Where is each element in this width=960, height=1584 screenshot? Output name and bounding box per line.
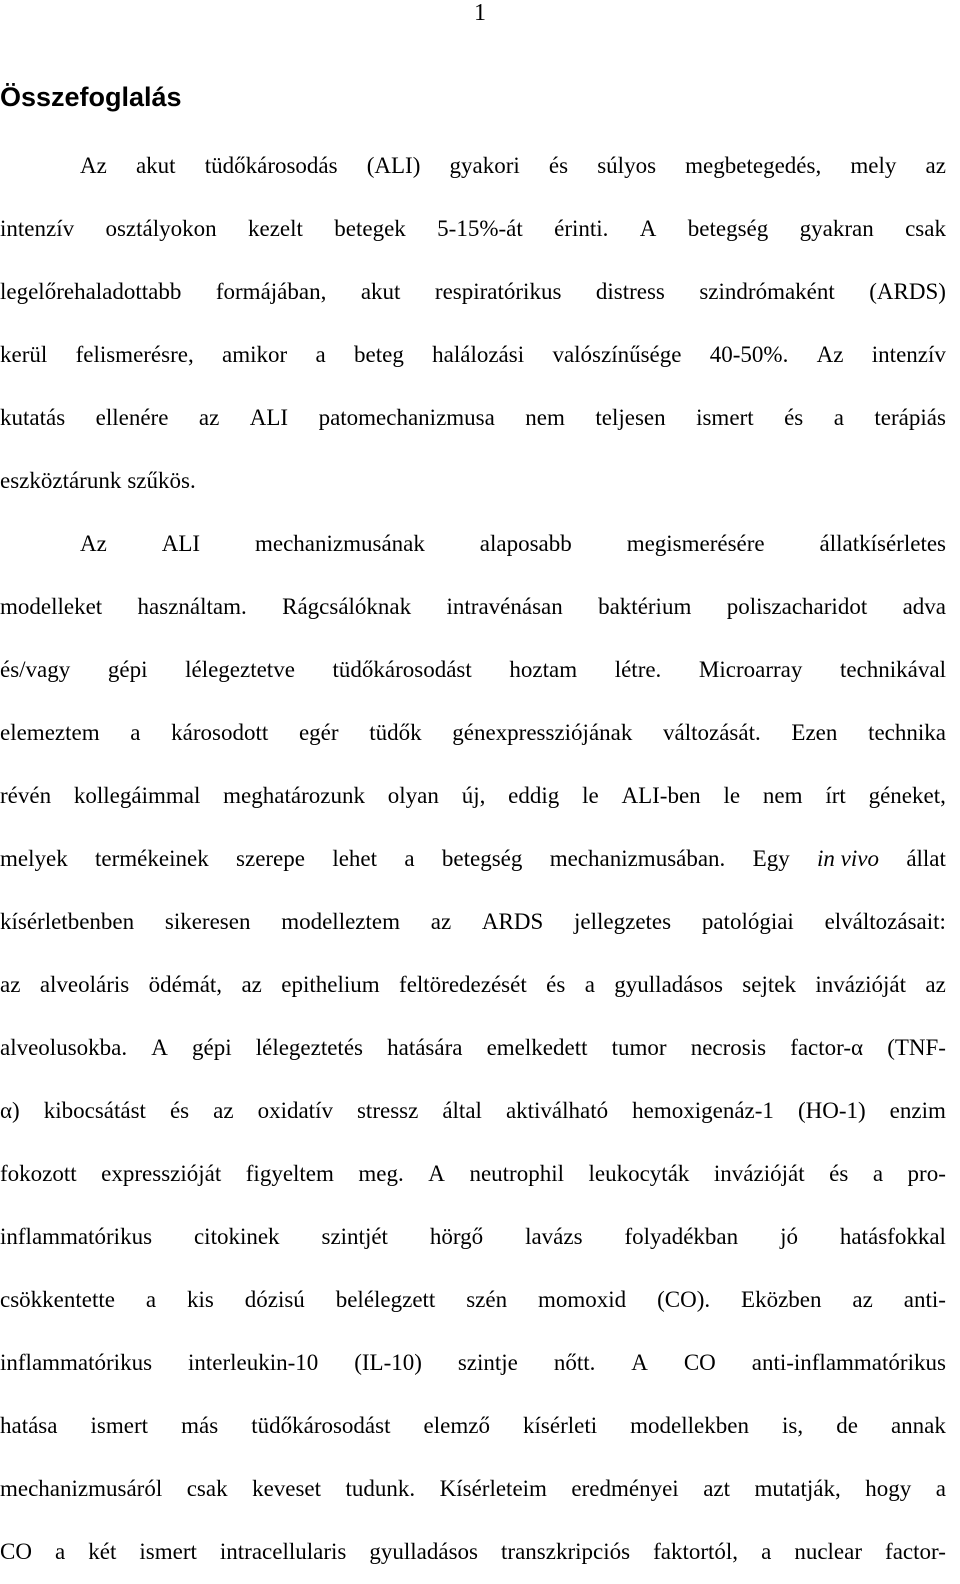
- word: betegség: [441, 846, 523, 871]
- word: akut: [360, 279, 401, 304]
- word: (HO-1): [797, 1098, 866, 1123]
- word: a: [833, 405, 844, 430]
- text-line: [0, 338, 946, 372]
- word: intracellularis: [219, 1539, 347, 1564]
- text-line: [0, 401, 946, 435]
- word: Eközben: [741, 1287, 822, 1312]
- word: kibocsátást: [43, 1098, 146, 1123]
- word: az: [213, 1098, 234, 1123]
- word: eszköztárunk: [0, 468, 122, 493]
- word: lehet: [332, 846, 378, 871]
- word: az: [925, 972, 946, 997]
- word: kísérleti: [523, 1413, 598, 1438]
- word: anti-inflammatórikus: [751, 1350, 946, 1375]
- word: hatása: [0, 1413, 58, 1438]
- word: (IL-10): [354, 1350, 422, 1375]
- word: distress: [595, 279, 665, 304]
- word: factor-: [885, 1539, 946, 1564]
- word: génexpressziójának: [452, 720, 633, 745]
- word: kis: [187, 1287, 214, 1312]
- word: nem: [762, 783, 803, 808]
- word: adva: [902, 594, 946, 619]
- word: és: [784, 405, 804, 430]
- word: kezelt: [248, 216, 303, 241]
- word: A: [428, 1161, 445, 1186]
- word: gyakran: [799, 216, 874, 241]
- text-line: [0, 842, 946, 876]
- word: terápiás: [874, 405, 946, 430]
- word: jellegzetes: [574, 909, 672, 934]
- word: súlyos: [597, 153, 657, 178]
- word: a: [935, 1476, 946, 1501]
- word: inflammatórikus: [0, 1224, 153, 1249]
- word: termékeinek: [95, 846, 209, 871]
- word: CO: [683, 1350, 716, 1375]
- word: epithelium: [281, 972, 380, 997]
- word: betegek: [334, 216, 406, 241]
- word: Ezen: [791, 720, 838, 745]
- word: hörgő: [429, 1224, 484, 1249]
- word: létre.: [614, 657, 662, 682]
- word: dózisú: [244, 1287, 305, 1312]
- word: által: [442, 1098, 482, 1123]
- text-line: [0, 1535, 946, 1569]
- word: amikor: [222, 342, 288, 367]
- word: eddig: [508, 783, 560, 808]
- word: hoztam: [509, 657, 578, 682]
- word: technikával: [839, 657, 946, 682]
- word: le: [723, 783, 741, 808]
- text-line: [0, 1409, 946, 1443]
- word: lélegeztetés: [255, 1035, 363, 1060]
- text-line: [0, 1472, 946, 1506]
- word: megismerésére: [626, 531, 765, 556]
- word: állat: [906, 846, 946, 871]
- word: melyek: [0, 846, 68, 871]
- word: Microarray: [698, 657, 803, 682]
- word: nőtt.: [553, 1350, 596, 1375]
- word: osztályokon: [105, 216, 217, 241]
- word: szindrómaként: [699, 279, 835, 304]
- word: meg.: [358, 1161, 404, 1186]
- word: momoxid: [538, 1287, 627, 1312]
- word: csak: [186, 1476, 228, 1501]
- word: expresszióját: [101, 1161, 222, 1186]
- word: csak: [905, 216, 946, 241]
- word: gyulladásos: [614, 972, 723, 997]
- word: oxidatív: [257, 1098, 333, 1123]
- text-line: [80, 149, 946, 183]
- word: folyadékban: [624, 1224, 739, 1249]
- word: de: [836, 1413, 858, 1438]
- word: gyakori: [449, 153, 520, 178]
- word: írt: [825, 783, 846, 808]
- word: Az: [80, 531, 107, 556]
- word: és/vagy: [0, 657, 71, 682]
- word: intenzív: [0, 216, 75, 241]
- text-line: [0, 968, 946, 1002]
- word: (CO).: [657, 1287, 711, 1312]
- word: az: [430, 909, 452, 934]
- text-line: [0, 716, 946, 750]
- word: lélegeztetve: [185, 657, 295, 682]
- word: stressz: [356, 1098, 419, 1123]
- word: az: [852, 1287, 873, 1312]
- word: károsodott: [171, 720, 269, 745]
- word: nuclear: [794, 1539, 862, 1564]
- word: akut: [135, 153, 176, 178]
- word: keveset: [252, 1476, 322, 1501]
- word: kollegáimmal: [73, 783, 201, 808]
- word: és: [829, 1161, 849, 1186]
- word: megbetegedés,: [685, 153, 822, 178]
- word: legelőrehaladottabb: [0, 279, 182, 304]
- word: gépi: [107, 657, 148, 682]
- word: modellekben: [630, 1413, 749, 1438]
- word: A: [639, 216, 657, 241]
- word: tüdők: [369, 720, 422, 745]
- word: tumor: [611, 1035, 667, 1060]
- text-line: [0, 464, 946, 498]
- word: annak: [890, 1413, 946, 1438]
- word: pro-: [907, 1161, 946, 1186]
- word: eredményei: [571, 1476, 679, 1501]
- word: meghatározunk: [223, 783, 365, 808]
- word: új,: [461, 783, 486, 808]
- word: respiratórikus: [434, 279, 562, 304]
- word: két: [88, 1539, 117, 1564]
- word: teljesen: [595, 405, 666, 430]
- word: aktiválható: [505, 1098, 609, 1123]
- word: olyan: [387, 783, 439, 808]
- word: in vivo: [817, 846, 879, 871]
- word: a: [315, 342, 326, 367]
- word: technika: [868, 720, 946, 745]
- word: A: [631, 1350, 648, 1375]
- text-line: [0, 1346, 946, 1380]
- word: más: [181, 1413, 219, 1438]
- word: és: [548, 153, 569, 178]
- word: ismert: [90, 1413, 149, 1438]
- word: Az: [80, 153, 107, 178]
- word: szűkös.: [127, 468, 196, 493]
- word: hatásfokkal: [839, 1224, 946, 1249]
- word: géneket,: [868, 783, 946, 808]
- text-line: [0, 275, 946, 309]
- word: állatkísérletes: [819, 531, 946, 556]
- word: az: [925, 153, 946, 178]
- word: mely: [850, 153, 897, 178]
- word: valószínűsége: [552, 342, 682, 367]
- text-line: [80, 527, 946, 561]
- word: (ARDS): [869, 279, 946, 304]
- word: fokozott: [0, 1161, 77, 1186]
- word: a: [145, 1287, 157, 1312]
- word: révén: [0, 783, 52, 808]
- word: Egy: [752, 846, 790, 871]
- word: mechanizmusában.: [549, 846, 726, 871]
- word: anti-: [903, 1287, 946, 1312]
- word: érinti.: [554, 216, 609, 241]
- word: hemoxigenáz-1: [632, 1098, 774, 1123]
- word: alveolusokba.: [0, 1035, 128, 1060]
- word: baktérium: [598, 594, 692, 619]
- word: halálozási: [432, 342, 525, 367]
- text-line: [0, 1157, 946, 1191]
- word: factor-α: [790, 1035, 864, 1060]
- word: modelleket: [0, 594, 103, 619]
- word: szintje: [457, 1350, 518, 1375]
- word: necrosis: [690, 1035, 767, 1060]
- word: a: [404, 846, 415, 871]
- word: hatására: [387, 1035, 463, 1060]
- text-line: [0, 779, 946, 813]
- word: elemző: [423, 1413, 490, 1438]
- word: az: [0, 972, 21, 997]
- word: invázióját: [815, 972, 907, 997]
- word: neutrophil: [469, 1161, 564, 1186]
- word: mechanizmusának: [255, 531, 425, 556]
- word: ismert: [139, 1539, 197, 1564]
- word: 40-50%.: [709, 342, 789, 367]
- word: tudunk.: [345, 1476, 416, 1501]
- word: belélegzett: [335, 1287, 436, 1312]
- word: a: [54, 1539, 66, 1564]
- word: citokinek: [193, 1224, 280, 1249]
- word: tüdőkárosodást: [332, 657, 472, 682]
- word: figyeltem: [245, 1161, 334, 1186]
- word: alveoláris: [39, 972, 130, 997]
- word: ellenére: [95, 405, 169, 430]
- text-line: [0, 1031, 946, 1065]
- word: csökkentette: [0, 1287, 115, 1312]
- word: Az: [816, 342, 844, 367]
- text-line: [0, 653, 946, 687]
- word: ALI-ben: [621, 783, 701, 808]
- word: patológiai: [701, 909, 794, 934]
- word: mechanizmusáról: [0, 1476, 163, 1501]
- word: az: [198, 405, 220, 430]
- section-heading: Összefoglalás: [0, 82, 182, 112]
- word: CO: [0, 1539, 32, 1564]
- word: elemeztem: [0, 720, 100, 745]
- text-line: [0, 590, 946, 624]
- word: formájában,: [215, 279, 327, 304]
- word: faktortól,: [653, 1539, 739, 1564]
- word: a: [584, 972, 595, 997]
- word: inflammatórikus: [0, 1350, 153, 1375]
- word: szerepe: [236, 846, 305, 871]
- word: és: [546, 972, 566, 997]
- word: enzim: [889, 1098, 946, 1123]
- word: is,: [782, 1413, 804, 1438]
- text-line: [0, 1283, 946, 1317]
- word: a: [130, 720, 141, 745]
- word: (ALI): [366, 153, 421, 178]
- word: lavázs: [525, 1224, 583, 1249]
- word: invázióját: [713, 1161, 805, 1186]
- page-number: 1: [474, 0, 486, 26]
- word: a: [761, 1539, 772, 1564]
- word: kutatás: [0, 405, 66, 430]
- word: ödémát,: [148, 972, 223, 997]
- word: a: [872, 1161, 884, 1186]
- word: Kísérleteim: [439, 1476, 547, 1501]
- word: nem: [525, 405, 565, 430]
- word: kísérletbenben: [0, 909, 135, 934]
- word: intravénásan: [446, 594, 563, 619]
- word: szén: [466, 1287, 508, 1312]
- word: ALI: [249, 405, 289, 430]
- word: tüdőkárosodást: [251, 1413, 391, 1438]
- word: ALI: [161, 531, 201, 556]
- word: ismert: [696, 405, 754, 430]
- word: modelleztem: [281, 909, 400, 934]
- word: változását.: [663, 720, 761, 745]
- word: felismerésre,: [75, 342, 194, 367]
- word: használtam.: [137, 594, 247, 619]
- word: azt: [703, 1476, 730, 1501]
- text-line: [0, 212, 946, 246]
- word: gyulladásos: [369, 1539, 478, 1564]
- word: (TNF-: [887, 1035, 946, 1060]
- word: mutatják,: [754, 1476, 841, 1501]
- word: betegség: [687, 216, 769, 241]
- word: emelkedett: [486, 1035, 588, 1060]
- word: szintjét: [321, 1224, 388, 1249]
- word: az: [241, 972, 262, 997]
- word: és: [169, 1098, 190, 1123]
- word: hogy: [865, 1476, 912, 1501]
- word: le: [582, 783, 599, 808]
- word: poliszacharidot: [726, 594, 868, 619]
- text-line: [0, 1094, 946, 1128]
- word: gépi: [191, 1035, 232, 1060]
- word: ARDS: [481, 909, 544, 934]
- word: egér: [298, 720, 339, 745]
- word: leukocyták: [588, 1161, 690, 1186]
- word: kerül: [0, 342, 48, 367]
- text-line: [0, 1220, 946, 1254]
- word: alaposabb: [479, 531, 572, 556]
- word: transzkripciós: [501, 1539, 631, 1564]
- word: jó: [780, 1224, 798, 1249]
- word: sikeresen: [164, 909, 251, 934]
- word: sejtek: [742, 972, 796, 997]
- word: feltöredezését: [399, 972, 527, 997]
- word: elváltozásait:: [824, 909, 946, 934]
- word: tüdőkárosodás: [204, 153, 338, 178]
- word: Rágcsálóknak: [282, 594, 412, 619]
- word: beteg: [354, 342, 404, 367]
- word: α): [0, 1098, 20, 1123]
- word: A: [151, 1035, 168, 1060]
- word: 5-15%-át: [437, 216, 523, 241]
- text-line: [0, 905, 946, 939]
- word: interleukin-10: [187, 1350, 319, 1375]
- word: intenzív: [871, 342, 946, 367]
- word: patomechanizmusa: [318, 405, 495, 430]
